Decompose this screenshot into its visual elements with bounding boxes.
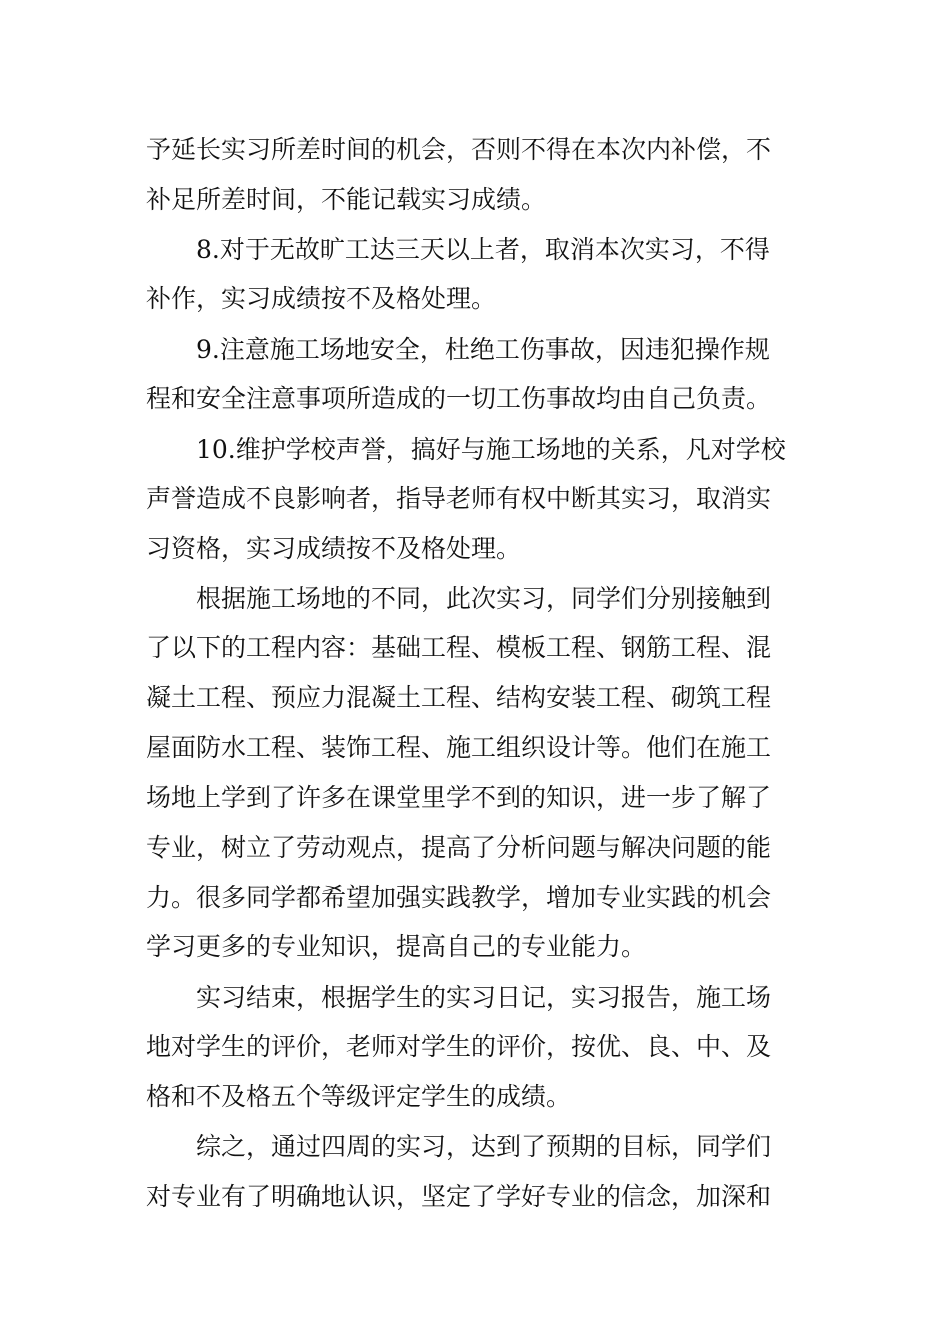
paragraph-start-line: 综之，通过四周的实习，达到了预期的目标，同学们 <box>196 1132 772 1161</box>
text-line: 对专业有了明确地认识，坚定了学好专业的信念，加深和 <box>146 1182 772 1211</box>
text-line: 格和不及格五个等级评定学生的成绩。 <box>146 1082 572 1111</box>
text-line: 补足所差时间，不能记载实习成绩。 <box>146 185 547 214</box>
text-line: 屋面防水工程、装饰工程、施工组织设计等。他们在施工 <box>146 733 772 762</box>
text-line: 习资格，实习成绩按不及格处理。 <box>146 534 522 563</box>
text-line: 凝土工程、预应力混凝土工程、结构安装工程、砌筑工程 <box>146 683 772 712</box>
paragraph-start-line: 10.维护学校声誉，搞好与施工场地的关系，凡对学校 <box>196 435 786 464</box>
text-line: 声誉造成不良影响者，指导老师有权中断其实习，取消实 <box>146 484 772 513</box>
paragraph-start-line: 实习结束，根据学生的实习日记，实习报告，施工场 <box>196 983 772 1012</box>
text-line: 补作，实习成绩按不及格处理。 <box>146 284 497 313</box>
paragraph-start-line: 8.对于无故旷工达三天以上者，取消本次实习，不得 <box>196 235 770 264</box>
text-line: 程和安全注意事项所造成的一切工伤事故均由自己负责。 <box>146 384 772 413</box>
text-line: 场地上学到了许多在课堂里学不到的知识，进一步了解了 <box>146 783 772 812</box>
paragraph-start-line: 根据施工场地的不同，此次实习，同学们分别接触到 <box>196 584 772 613</box>
text-line: 学习更多的专业知识，提高自己的专业能力。 <box>146 932 647 961</box>
paragraph-start-line: 9.注意施工场地安全，杜绝工伤事故，因违犯操作规 <box>196 335 770 364</box>
text-line: 专业，树立了劳动观点，提高了分析问题与解决问题的能 <box>146 833 772 862</box>
text-line: 力。很多同学都希望加强实践教学，增加专业实践的机会 <box>146 883 772 912</box>
text-line: 予延长实习所差时间的机会，否则不得在本次内补偿，不 <box>146 135 772 164</box>
text-line: 地对学生的评价，老师对学生的评价，按优、良、中、及 <box>146 1032 772 1061</box>
text-line: 了以下的工程内容：基础工程、模板工程、钢筋工程、混 <box>146 633 772 662</box>
